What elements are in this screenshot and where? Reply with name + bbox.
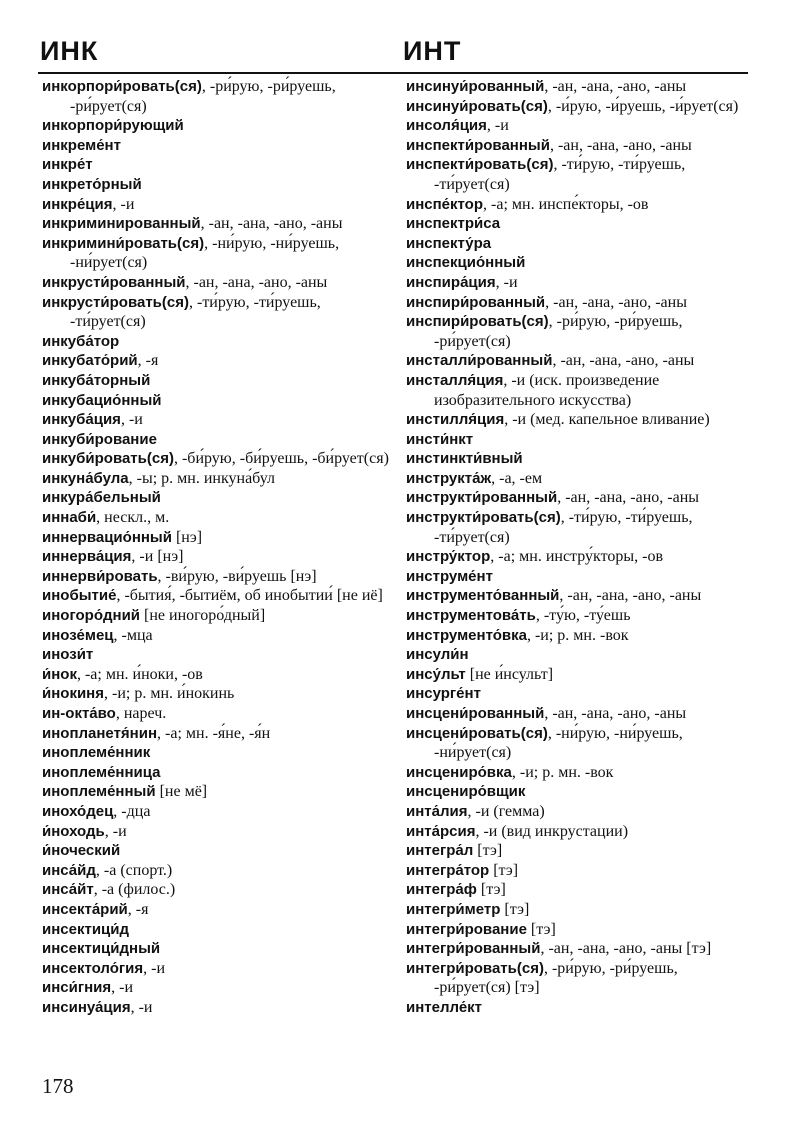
entry-forms: , -ви́рую, -ви́руешь [нэ] — [157, 567, 317, 585]
dictionary-entry — [406, 763, 756, 783]
entry-headword: инстру́ктор — [406, 548, 491, 566]
entry-headword: инспекту́ра — [406, 234, 492, 252]
dictionary-entry — [406, 449, 756, 469]
entry-headword: инсцениро́вка — [406, 763, 512, 781]
entry-forms: , -а (филос.) — [93, 881, 176, 899]
dictionary-entry — [42, 234, 392, 273]
dictionary-entry — [42, 802, 392, 822]
dictionary-entry — [406, 586, 756, 606]
entry-headword: инкреме́нт — [42, 136, 121, 154]
left-column — [42, 77, 392, 1018]
entry-headword: инспе́ктор — [406, 195, 484, 213]
entry-forms: [тэ] — [489, 861, 519, 879]
dictionary-entry — [406, 606, 756, 626]
dictionary-entry — [406, 900, 756, 920]
entry-headword: инкре́т — [42, 156, 93, 174]
entry-forms: , -ри́рую, -ри́руешь, -ри́рует(ся) — [70, 78, 336, 115]
entry-headword: инструментова́ть — [406, 607, 536, 625]
entry-headword: инспекти́ровать(ся) — [406, 156, 554, 174]
entry-headword: интегра́л — [406, 842, 474, 860]
dictionary-entry — [406, 155, 756, 194]
dictionary-entry — [42, 665, 392, 685]
running-head-left: ИНК — [40, 36, 99, 66]
dictionary-entry — [406, 469, 756, 489]
entry-headword: инкуна́була — [42, 469, 129, 487]
entry-headword: интегри́рование — [406, 920, 527, 938]
dictionary-entry — [42, 488, 392, 508]
dictionary-entry — [42, 782, 392, 802]
entry-forms: , -бытия́, -бытиём, об инобытии́ [не иё] — [116, 587, 383, 605]
entry-headword: инкорпори́ровать(ся) — [42, 78, 202, 95]
entry-headword: инкрусти́рованный — [42, 273, 186, 291]
entry-forms: , -ан, -ана, -ано, -аны [тэ] — [540, 940, 712, 958]
entry-headword: инкорпори́рующий — [42, 117, 184, 135]
entry-headword: инсти́нкт — [406, 430, 474, 448]
entry-headword: инкримини́ровать(ся) — [42, 234, 205, 252]
entry-forms: , -мца — [113, 626, 153, 644]
entry-forms: , -ту́ю, -ту́ешь — [535, 607, 631, 625]
dictionary-entry — [42, 469, 392, 489]
entry-headword: инкуби́ровать(ся) — [42, 450, 174, 468]
entry-headword: и́ноходь — [42, 822, 105, 840]
entry-forms: , -а; мн. -я́не, -я́н — [157, 724, 271, 742]
entry-headword: инкуба́ция — [42, 411, 121, 429]
entry-headword: инкуба́тор — [42, 332, 120, 350]
entry-forms: , -ти́рую, -ти́руешь, -ти́рует(ся) — [434, 509, 693, 546]
dictionary-entry — [406, 293, 756, 313]
dictionary-entry — [42, 332, 392, 352]
entry-forms: , -ан, -ана, -ано, -аны — [557, 489, 700, 507]
dictionary-entry — [42, 410, 392, 430]
entry-forms: , -ан, -ана, -ано, -аны — [544, 705, 687, 722]
entry-headword: инстинкти́вный — [406, 450, 523, 468]
entry-headword: инструменто́ванный — [406, 587, 560, 605]
entry-forms: , -ни́рую, -ни́руешь, -ни́рует(ся) — [70, 234, 340, 272]
entry-forms: , -и — [143, 959, 166, 977]
entry-headword: инкуби́рование — [42, 430, 157, 448]
entry-forms: , -и — [111, 979, 134, 997]
entry-forms: , -и — [130, 998, 153, 1016]
entry-headword: инса́йт — [42, 881, 94, 899]
entry-forms: [тэ] — [476, 881, 506, 899]
entry-headword: иннерви́ровать — [42, 567, 158, 585]
dictionary-entry — [42, 920, 392, 940]
entry-headword: инсинуа́ция — [42, 998, 131, 1016]
entry-headword: интегра́тор — [406, 861, 490, 879]
entry-forms: , -ан, -ана, -ано, -аны — [549, 136, 692, 154]
entry-forms: [тэ] — [526, 920, 556, 938]
entry-forms: , -ан, -ана, -ано, -аны — [559, 587, 702, 605]
entry-forms: [тэ] — [473, 842, 503, 860]
entry-headword: инкрето́рный — [42, 175, 142, 193]
entry-headword: и́нокиня — [42, 685, 104, 703]
entry-headword: инспектри́са — [406, 215, 501, 233]
dictionary-entry — [406, 273, 756, 293]
entry-headword: инсули́н — [406, 646, 469, 664]
entry-headword: инопланетя́нин — [42, 724, 158, 742]
entry-headword: иннаби́ — [42, 509, 97, 527]
entry-forms: [не мё] — [155, 783, 208, 801]
entry-forms: , -и — [495, 273, 518, 291]
entry-headword: инобытие́ — [42, 587, 117, 605]
entry-headword: инси́гния — [42, 979, 112, 997]
entry-headword: инспира́ция — [406, 273, 496, 291]
entry-forms: , -и; р. мн. -вок — [511, 763, 614, 781]
dictionary-entry — [406, 880, 756, 900]
dictionary-entry — [42, 743, 392, 763]
entry-headword: инози́т — [42, 646, 94, 664]
dictionary-entry — [42, 351, 392, 371]
entry-forms: , -и (мед. капельное вливание) — [504, 411, 710, 429]
entry-headword: инта́рсия — [406, 822, 476, 840]
entry-forms: , -и — [486, 117, 509, 135]
entry-headword: инкура́бельный — [42, 489, 161, 507]
dictionary-entry — [42, 175, 392, 195]
entry-headword: инсекта́рий — [42, 900, 128, 918]
right-column — [406, 77, 756, 1018]
entry-headword: инструкти́ровать(ся) — [406, 509, 561, 527]
entry-forms: , -ти́рую, -ти́руешь, -ти́рует(ся) — [70, 293, 321, 331]
entry-headword: инструкти́рованный — [406, 489, 558, 507]
dictionary-entry — [406, 567, 756, 587]
entry-forms: , нескл., м. — [96, 509, 170, 527]
entry-forms: , -и́рую, -и́руешь, -и́рует(ся) — [547, 97, 739, 115]
dictionary-entry — [406, 488, 756, 508]
entry-headword: инкрусти́ровать(ся) — [42, 293, 189, 311]
dictionary-entry — [406, 782, 756, 802]
entry-forms: , -ри́рую, -ри́руешь, -ри́рует(ся) [тэ] — [434, 959, 678, 997]
entry-headword: инсинуи́рованный — [406, 78, 545, 95]
entry-forms: , -я — [137, 352, 159, 370]
dictionary-entry — [406, 547, 756, 567]
entry-forms: , -и — [120, 411, 143, 429]
entry-headword: инкриминированный — [42, 215, 201, 233]
entry-forms: , -ан, -ана, -ано, -аны — [544, 78, 687, 95]
dictionary-entry — [42, 763, 392, 783]
dictionary-entry — [42, 939, 392, 959]
dictionary-entry — [42, 880, 392, 900]
header-rule — [38, 72, 748, 74]
entry-forms: , -а; мн. и́ноки, -ов — [76, 665, 203, 683]
dictionary-entry — [406, 214, 756, 234]
dictionary-entry — [42, 371, 392, 391]
entry-headword: интегра́ф — [406, 881, 477, 899]
dictionary-entry — [42, 273, 392, 293]
entry-headword: инспекти́рованный — [406, 136, 550, 154]
dictionary-entry — [42, 116, 392, 136]
entry-forms: , -би́рую, -би́руешь, -би́рует(ся) — [173, 450, 389, 468]
dictionary-entry — [42, 508, 392, 528]
dictionary-entry — [42, 567, 392, 587]
dictionary-entry — [406, 351, 756, 371]
dictionary-entry — [42, 155, 392, 175]
dictionary-entry — [42, 77, 392, 116]
dictionary-entry — [406, 998, 756, 1018]
entry-headword: инсинуи́ровать(ся) — [406, 97, 548, 115]
dictionary-entry — [406, 312, 756, 351]
entry-headword: инса́йд — [42, 861, 96, 879]
entry-headword: интелле́кт — [406, 998, 483, 1016]
dictionary-entry — [42, 998, 392, 1018]
entry-headword: инозе́мец — [42, 626, 114, 644]
dictionary-entry — [406, 253, 756, 273]
entry-forms: , нареч. — [115, 705, 167, 722]
dictionary-entry — [42, 841, 392, 861]
entry-forms: , -я — [127, 900, 149, 918]
entry-headword: инкубацио́нный — [42, 391, 162, 409]
entry-forms: , -а; мн. инстру́кторы, -ов — [490, 548, 664, 566]
entry-forms: , -и (иск. произведение изобразительного искусства) — [434, 371, 660, 409]
dictionary-entry — [42, 136, 392, 156]
entry-forms: , -ан, -ана, -ано, -аны — [185, 273, 328, 291]
dictionary-entry — [406, 822, 756, 842]
entry-headword: инсектици́дный — [42, 940, 161, 958]
entry-headword: инохо́дец — [42, 802, 114, 820]
entry-headword: инструменто́вка — [406, 626, 527, 644]
entry-forms: , -а, -ем — [491, 469, 543, 487]
dictionary-entry — [406, 861, 756, 881]
dictionary-entry — [42, 391, 392, 411]
dictionary-entry — [42, 606, 392, 626]
dictionary-entry — [406, 410, 756, 430]
entry-forms: [не и́нсульт] — [465, 665, 554, 683]
dictionary-entry — [406, 665, 756, 685]
dictionary-entry — [42, 704, 392, 724]
dictionary-entry — [406, 371, 756, 410]
entry-headword: инсцени́ровать(ся) — [406, 724, 548, 742]
entry-forms: , -и (вид инкрустации) — [475, 822, 629, 840]
entry-headword: инспири́ровать(ся) — [406, 313, 549, 331]
entry-headword: инсурге́нт — [406, 685, 481, 703]
entry-forms: , -ни́рую, -ни́руешь, -ни́рует(ся) — [434, 724, 683, 762]
dictionary-entry — [42, 430, 392, 450]
entry-headword: инсцениро́вщик — [406, 783, 526, 801]
entry-headword: ин-окта́во — [42, 705, 116, 722]
dictionary-entry — [406, 645, 756, 665]
entry-headword: инсталли́рованный — [406, 352, 553, 370]
entry-forms: , -и [нэ] — [131, 548, 184, 566]
entry-forms: [тэ] — [500, 900, 530, 918]
dictionary-entry — [42, 293, 392, 332]
entry-headword: иноплеме́нник — [42, 744, 151, 762]
entry-forms: , -и; р. мн. и́нокинь — [104, 685, 235, 703]
dictionary-entry — [42, 978, 392, 998]
entry-forms: , -дца — [113, 802, 151, 820]
dictionary-entry — [42, 645, 392, 665]
entry-headword: интегри́метр — [406, 900, 501, 918]
page-number: 178 — [42, 1074, 74, 1098]
entry-forms: , -и — [112, 195, 135, 213]
dictionary-entry — [406, 704, 756, 724]
running-head-right: ИНТ — [403, 36, 462, 66]
dictionary-entry — [406, 430, 756, 450]
entry-headword: иноплеме́нный — [42, 783, 156, 801]
dictionary-entry — [42, 586, 392, 606]
entry-headword: интегри́рованный — [406, 940, 541, 958]
dictionary-entry — [406, 724, 756, 763]
entry-headword: инсектоло́гия — [42, 959, 144, 977]
entry-headword: инта́лия — [406, 802, 468, 820]
entry-forms: , -а; мн. инспе́кторы, -ов — [483, 195, 649, 213]
entry-headword: и́нок — [42, 665, 77, 683]
entry-headword: инстилля́ция — [406, 411, 505, 429]
entry-forms: , -а (спорт.) — [95, 861, 173, 879]
entry-headword: инструме́нт — [406, 567, 493, 585]
entry-forms: , -и (гемма) — [467, 802, 545, 820]
dictionary-entry — [42, 900, 392, 920]
dictionary-entry — [42, 822, 392, 842]
entry-headword: иннервацио́нный — [42, 528, 172, 546]
dictionary-entry — [406, 97, 756, 117]
entry-headword: инсцени́рованный — [406, 705, 545, 722]
dictionary-entry — [406, 116, 756, 136]
entry-headword: и́ноческий — [42, 842, 121, 860]
entry-headword: инкубато́рий — [42, 352, 138, 370]
dictionary-entry — [406, 195, 756, 215]
dictionary-entry — [406, 77, 756, 97]
entry-forms: [не иногоро́дный] — [140, 607, 266, 625]
entry-forms: [нэ] — [171, 528, 203, 546]
entry-forms: , -ан, -ана, -ано, -аны — [545, 293, 687, 311]
dictionary-entry — [406, 626, 756, 646]
dictionary-entry — [406, 841, 756, 861]
entry-forms: , -ан, -ана, -ано, -аны — [552, 352, 695, 370]
entry-headword: инкре́ция — [42, 195, 113, 213]
dictionary-entry — [42, 724, 392, 744]
entry-headword: инструкта́ж — [406, 469, 492, 487]
dictionary-entry — [42, 684, 392, 704]
dictionary-entry — [42, 959, 392, 979]
dictionary-entry — [406, 802, 756, 822]
entry-headword: инспекцио́нный — [406, 254, 526, 272]
dictionary-entry — [42, 195, 392, 215]
entry-headword: инсоля́ция — [406, 117, 487, 135]
dictionary-entry — [42, 861, 392, 881]
dictionary-entry — [406, 508, 756, 547]
entry-forms: , -ы; р. мн. инкуна́бул — [128, 469, 275, 487]
entry-forms: , -ти́рую, -ти́руешь, -ти́рует(ся) — [434, 156, 686, 193]
entry-headword: иннерва́ция — [42, 548, 132, 566]
entry-headword: интегри́ровать(ся) — [406, 959, 544, 977]
dictionary-entry — [406, 234, 756, 254]
dictionary-entry — [42, 626, 392, 646]
entry-forms: , -ан, -ана, -ано, -аны — [200, 215, 343, 233]
dictionary-entry — [42, 449, 392, 469]
entry-forms: , -и; р. мн. -вок — [526, 626, 629, 644]
entry-headword: инсталля́ция — [406, 371, 504, 389]
entry-headword: иногоро́дний — [42, 607, 141, 625]
dictionary-entry — [406, 959, 756, 998]
entry-forms: , -и — [104, 822, 127, 840]
dictionary-entry — [42, 547, 392, 567]
dictionary-entry — [42, 528, 392, 548]
entry-forms: , -ри́рую, -ри́руешь, -ри́рует(ся) — [434, 313, 683, 350]
dictionary-entry — [406, 136, 756, 156]
dictionary-entry — [406, 684, 756, 704]
entry-headword: иноплеме́нница — [42, 763, 161, 781]
entry-headword: инсу́льт — [406, 665, 466, 683]
dictionary-entry — [406, 939, 756, 959]
entry-headword: инспири́рованный — [406, 293, 546, 311]
dictionary-entry — [406, 920, 756, 940]
entry-headword: инкуба́торный — [42, 371, 151, 389]
entry-headword: инсектици́д — [42, 920, 130, 938]
dictionary-entry — [42, 214, 392, 234]
